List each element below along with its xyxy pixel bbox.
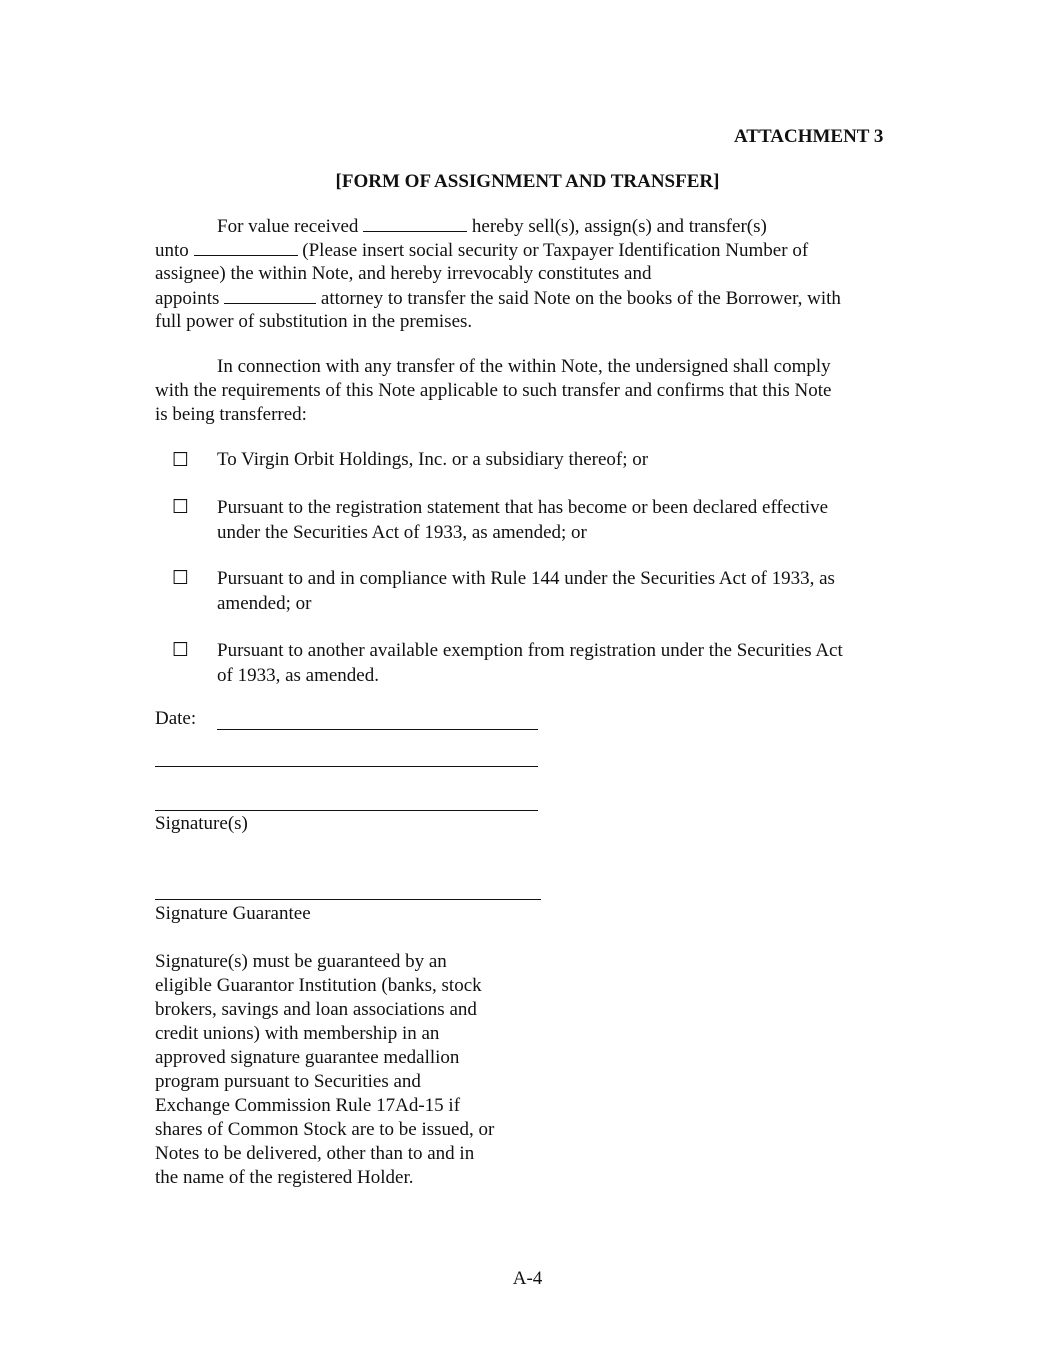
checkbox-icon[interactable]: ☐ (172, 496, 190, 518)
checkbox-icon[interactable]: ☐ (172, 567, 190, 589)
assignee-blank[interactable] (194, 238, 298, 256)
date-line[interactable] (217, 729, 538, 730)
para2-line3: is being transferred: (155, 404, 307, 425)
para2-line1: In connection with any transfer of the within Note, the undersigned shall comply (217, 356, 831, 377)
para1-line2: unto (Please insert social security or Taxpayer Identification Number of (155, 240, 809, 261)
para1-line5: full power of substitution in the premises. (155, 311, 473, 332)
page-number: A-4 (512, 1268, 543, 1289)
guarantee-label: Signature Guarantee (155, 903, 311, 924)
guarantee-line[interactable] (155, 899, 541, 900)
para1-line4: appoints attorney to transfer the said Note on the books of the Borrower, with (155, 288, 841, 309)
para1-line1: For value received hereby sell(s), assign(s) and transfer(s) (217, 216, 767, 237)
attorney-blank[interactable] (224, 286, 316, 304)
form-title: [FORM OF ASSIGNMENT AND TRANSFER] (335, 171, 720, 192)
signature-line[interactable] (155, 766, 538, 767)
date-label: Date: (155, 708, 197, 729)
option-item: To Virgin Orbit Holdings, Inc. or a subsidiary thereof; or (217, 449, 649, 470)
signature-label: Signature(s) (155, 813, 248, 834)
attachment-label: ATTACHMENT 3 (734, 126, 884, 147)
para1-line3: assignee) the within Note, and hereby irrevocably constitutes and (155, 263, 652, 284)
checkbox-icon[interactable]: ☐ (172, 449, 190, 471)
guarantee-instructions: Signature(s) must be guaranteed by an eligible Guarantor Institution (banks, stock brokers, savings and loan associations and credit unions) with membership in an approved signature guarantee medallion program pursuant to Securities and Exchange Commission Rule 17Ad-15 if shares of Common Stock are to be issued, or Notes to be delivered, other than to and in the name of the registered Holder. (155, 951, 495, 1188)
option-item: Pursuant to and in compliance with Rule 144 under the Securities Act of 1933, as amended; or (217, 568, 835, 614)
value-blank[interactable] (363, 214, 467, 232)
para2-line2: with the requirements of this Note applicable to such transfer and confirms that this Note (155, 380, 832, 401)
option-item: Pursuant to another available exemption from registration under the Securities Act of 1933, as amended. (217, 640, 843, 686)
signature-line[interactable] (155, 810, 538, 811)
option-item: Pursuant to the registration statement that has become or been declared effective under the Securities Act of 1933, as amended; or (217, 497, 829, 543)
checkbox-icon[interactable]: ☐ (172, 639, 190, 661)
